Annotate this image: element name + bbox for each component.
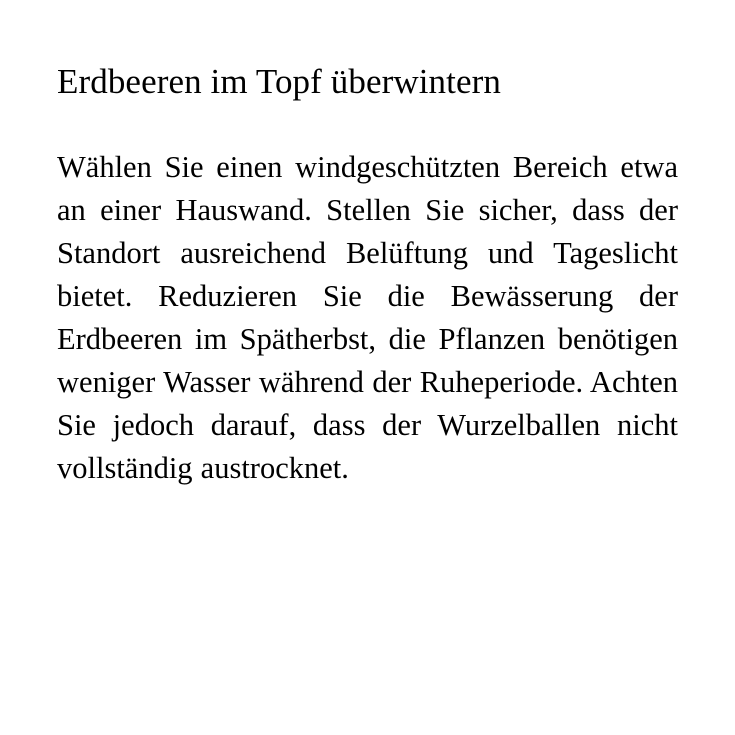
page-title: Erdbeeren im Topf überwintern — [57, 62, 501, 101]
body-paragraph: Wählen Sie einen windgeschützten Bereich etwa an einer Hauswand. Stellen Sie sicher, dass der Standort ausreichend Belüftung und Tageslicht bietet. Reduzieren Sie die Bewässerung der Erdbeeren im Spätherbst, die Pflanzen benötigen weniger Wasser während der Ruheperiode. Achten Sie jedoch darauf, dass der Wurzelballen nicht vollständig austrocknet. — [57, 150, 678, 486]
